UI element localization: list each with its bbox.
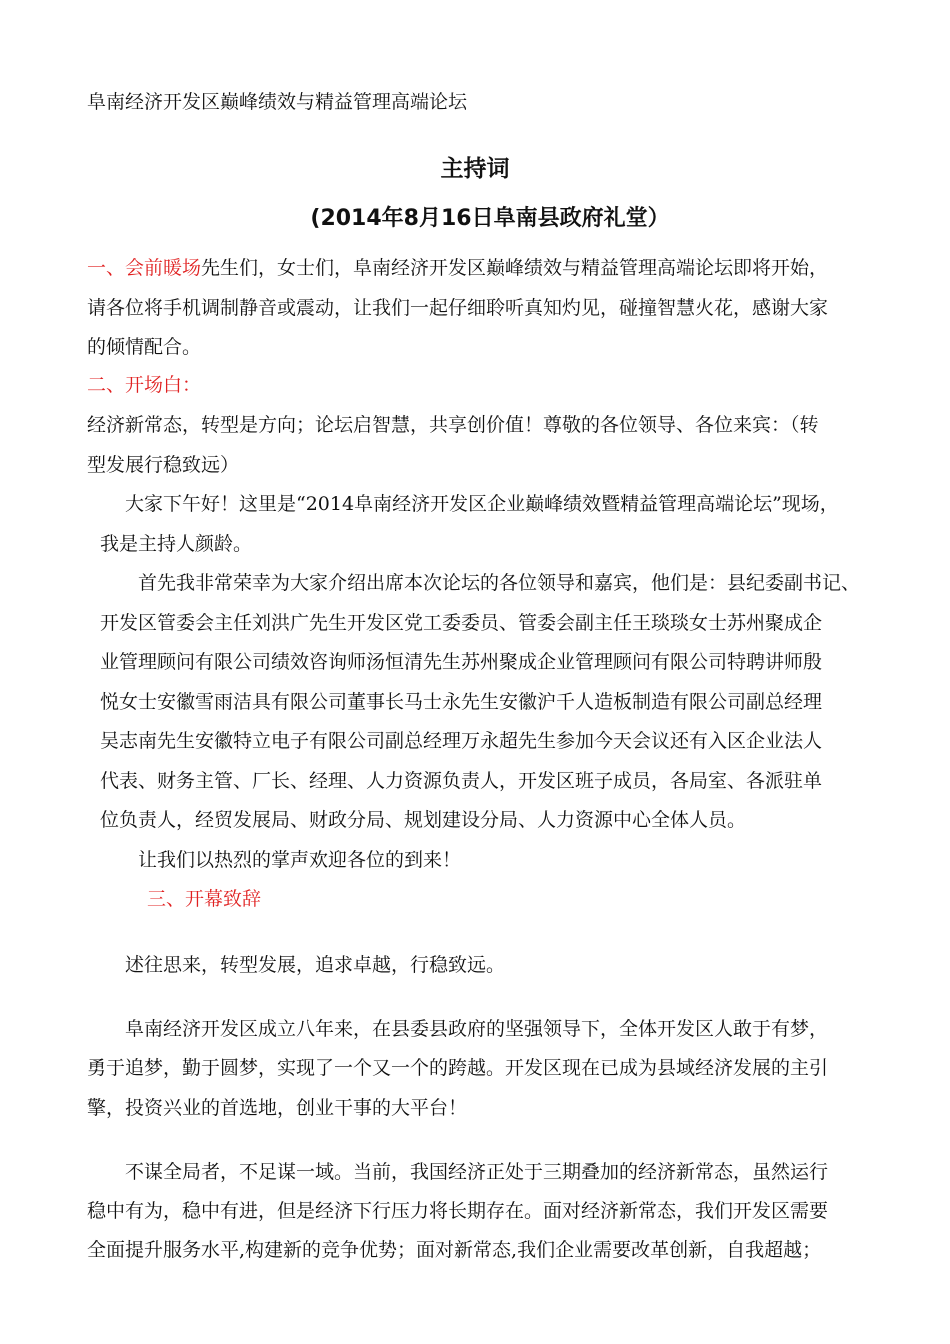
guests-line: 首先我非常荣幸为大家介绍出席本次论坛的各位领导和嘉宾，他们是：县纪委副书记、 [138,572,861,594]
section2-greeting-line: 我是主持人颜龄。 [100,533,253,555]
section3-para1-line: 阜南经济开发区成立八年来，在县委县政府的坚强领导下，全体开发区人敢于有梦， [125,1018,829,1040]
section2-greeting-line: 大家下午好！这里是“2014阜南经济开发区企业巅峰绩效暨精益管理高端论坛”现场， [125,493,839,515]
section3-heading: 三、开幕致辞 [147,888,262,910]
welcome-line: 让我们以热烈的掌声欢迎各位的到来！ [138,849,462,871]
section3-para2-line: 不谋全局者，不足谋一域。当前，我国经济正处于三期叠加的经济新常态，虽然运行 [125,1161,829,1183]
section1-first-line [87,256,828,280]
section3-para1-line: 擎，投资兴业的首选地，创业干事的大平台！ [87,1097,468,1119]
guests-line: 代表、财务主管、厂长、经理、人力资源负责人，开发区班子成员，各局室、各派驻单 [100,770,823,792]
guests-line: 吴志南先生安徽特立电子有限公司副总经理万永超先生参加今天会议还有入区企业法人 [100,730,823,752]
section3-para1-line: 勇于追梦，勤于圆梦，实现了一个又一个的跨越。开发区现在已成为县域经济发展的主引 [87,1057,829,1079]
section2-intro-line: 型发展行稳致远） [87,454,240,476]
document-subtitle: (2014年8月16日阜南县政府礼堂） [310,206,670,231]
section2-heading: 二、开场白： [87,374,202,396]
section3-motto: 述往思来，转型发展，追求卓越，行稳致远。 [125,954,506,976]
guests-line: 位负责人，经贸发展局、财政分局、规划建设分局、人力资源中心全体人员。 [100,809,747,831]
section1-heading: 一、会前暖场 [87,257,202,279]
section2-intro-line: 经济新常态，转型是方向；论坛启智慧，共享创价值！尊敬的各位领导、各位来宾：（转 [87,414,819,436]
section1-line: 先生们，女士们，阜南经济开发区巅峰绩效与精益管理高端论坛即将开始， [201,257,829,279]
section1-line: 的倾情配合。 [87,336,202,358]
guests-line: 业管理顾问有限公司绩效咨询师汤恒清先生苏州聚成企业管理顾问有限公司特聘讲师殷 [100,651,823,673]
section3-para2-line: 稳中有为，稳中有进，但是经济下行压力将长期存在。面对经济新常态，我们开发区需要 [87,1200,829,1222]
guests-line: 悦女士安徽雪雨洁具有限公司董事长马士永先生安徽沪千人造板制造有限公司副总经理 [100,691,823,713]
section3-para2-line: 全面提升服务水平,构建新的竞争优势；面对新常态,我们企业需要改革创新，自我超越； [87,1239,822,1261]
section1-line: 请各位将手机调制静音或震动，让我们一起仔细聆听真知灼见，碰撞智慧火花，感谢大家 [87,297,829,319]
guests-line: 开发区管委会主任刘洪广先生开发区党工委委员、管委会副主任王琰琰女士苏州聚成企 [100,612,823,634]
document-title: 主持词 [440,156,510,182]
document-header: 阜南经济开发区巅峰绩效与精益管理高端论坛 [87,91,468,113]
